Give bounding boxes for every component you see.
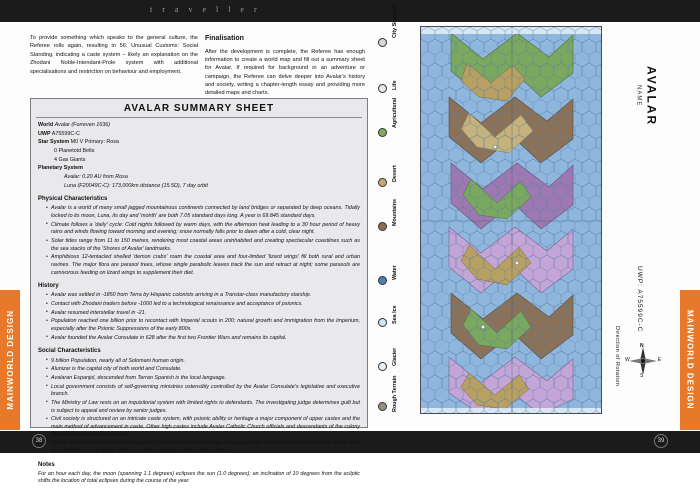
star-system-row bbox=[38, 139, 360, 147]
world-value: Avalar (Forreven 1636) bbox=[54, 122, 111, 128]
legend-swatch-mountains bbox=[378, 222, 387, 231]
world-name-plate bbox=[634, 42, 660, 150]
physical-heading: Physical Characteristics bbox=[38, 196, 108, 203]
world-row bbox=[38, 122, 360, 130]
history-item: • Avalar resumed interstellar travel in -21. bbox=[46, 310, 360, 318]
finalisation-section bbox=[205, 34, 365, 98]
planetary-system-label: Planetary System bbox=[38, 165, 83, 172]
side-tab-right-label: MAINWORLD DESIGN bbox=[685, 310, 695, 410]
side-tab-left-label: MAINWORLD DESIGN bbox=[5, 310, 15, 410]
history-item: • Avalar was settled in -1850 from Terra by Hispanic colonists arriving in a Transtar-class manufactory starship. bbox=[46, 292, 360, 300]
world-map-panel bbox=[378, 5, 678, 428]
side-tab-left bbox=[0, 290, 20, 430]
compass-rose bbox=[626, 344, 660, 378]
world-label: World bbox=[38, 122, 54, 128]
social-heading: Social Characteristics bbox=[38, 348, 101, 355]
social-list bbox=[38, 358, 360, 456]
finalisation-text: After the development is complete, the Referee has enough information to create a world map and fill out a summary sheet for Avalar. If required for background in an adventure or campaign, the Referee can delve deeper into Avalar's history and society, writing a chapter-length essay and providing more detailed maps and charts. bbox=[205, 48, 365, 97]
social-item: • Avalaran Espanjol, descended from Terran Spanish is the local language. bbox=[46, 375, 360, 383]
hex-map-svg bbox=[421, 27, 602, 414]
legend-swatch-glacier bbox=[378, 362, 387, 371]
compass-north: N bbox=[640, 343, 644, 349]
compass-east: E bbox=[657, 357, 661, 363]
watermark-text: t r a v e l l e r bbox=[150, 5, 261, 14]
star-system-value: M0 V Primary: Rosa bbox=[70, 139, 119, 146]
notes-text: For an hour each day, the moon (spanning 1.1 degrees) eclipses the sun (1.0 degrees); an inclination of 10 degrees from the ecliptic shifts the location of total eclipses during the course of the year. bbox=[38, 470, 360, 485]
physical-list bbox=[38, 205, 360, 277]
terrain-legend bbox=[378, 5, 418, 412]
legend-swatch-rough-terrain bbox=[378, 402, 387, 411]
social-item: • 9 billion Population, nearly all of Solomani human origin. bbox=[46, 358, 360, 366]
uwp-value: A75599C-C bbox=[51, 130, 80, 137]
legend-label-water: Water bbox=[392, 265, 398, 280]
uwp-row bbox=[38, 131, 360, 139]
physical-item: • Climate follows a 'daily' cycle: Cold nights followed by warm days, with the afternoon heat leading to a 30 hour period of heavy rains and winds flowing toward morning and evening; snow normally falls prior to dawn after a cold, clear night. bbox=[46, 222, 360, 237]
social-item: • Alunizar is the capital city of both world and Consulate. bbox=[46, 366, 360, 374]
legend-swatch-agricultural bbox=[378, 128, 387, 137]
legend-swatch-city-starport bbox=[378, 38, 387, 47]
legend-label-glacier: Glacier bbox=[392, 347, 398, 366]
planetary-line-1: Luna (F20049C-C): 173,000km distance (15.5D), 7 day orbit bbox=[64, 182, 208, 189]
notes-section bbox=[38, 461, 360, 486]
history-item: • Avalar founded the Avalar Consulate in 628 after the first two Frontier Wars and remains its capital. bbox=[46, 335, 360, 343]
star-system-label: Star System bbox=[38, 139, 70, 146]
compass-west: W bbox=[625, 357, 630, 363]
intro-paragraph bbox=[30, 34, 198, 76]
star-detail-0: 0 Planetoid Belts bbox=[54, 148, 95, 155]
social-item: • The Ministry of Law rests on an inquisitorial system with limited rights to defendants. The investigating judge determines guilt but is subject to appeal and review by senior judges. bbox=[46, 400, 360, 415]
title-divider bbox=[36, 117, 362, 118]
legend-swatch-sea-ice bbox=[378, 318, 387, 327]
top-band bbox=[0, 0, 700, 22]
page-number-left: 38 bbox=[28, 433, 50, 449]
legend-swatch-water bbox=[378, 276, 387, 285]
physical-item: • Solar tides range from 11 to 150 metres, rendering most coastal areas uninhabited and creating spectacular coastlines such as the sea stacks of the 'Shores of Avalar' landmarks. bbox=[46, 238, 360, 253]
social-item: • Local government consists of self-governing ministries ostensibly controlled by the Avalar Consulate's legislative and executive branch. bbox=[46, 384, 360, 399]
summary-sheet-title: AVALAR SUMMARY SHEET bbox=[123, 103, 275, 114]
legend-swatch-life bbox=[378, 84, 387, 93]
history-heading: History bbox=[38, 283, 59, 290]
physical-item: • Amphibious 12-tentacled shelled 'demon crabs' roam the coastal area and four-limbed 'lizard wings' fill both rural and urban ravines. The major flora are parasol trees, whose single parabolic leaves track the sun and retract at night; some parasols are carnivorous feeding on lizard wings to supplement their diet. bbox=[46, 254, 360, 277]
history-item: • Contact with Zhodani traders before -1000 led to a technological renaissance and acceptance of psionics. bbox=[46, 301, 360, 309]
hex-world-map[interactable] bbox=[420, 26, 602, 414]
legend-label-mountains: Mountains bbox=[392, 199, 398, 226]
legend-swatch-desert bbox=[378, 178, 387, 187]
physical-item: • Avalar is a world of many small jagged mountainous continents connected by land bridges or separated by deep oceans. Tidally locked to its moon, Luna, its day and 'month' are both 7.05 standard days long. A year is 69.845 standard days. bbox=[46, 205, 360, 220]
page-number-right: 39 bbox=[650, 433, 672, 449]
history-item: • Population reached one billion prior to recontact with Imperial scouts in 200; natural growth and immigration from the Imperium, especially after the Psionic Suppressions of the early 800s. bbox=[46, 318, 360, 333]
planetary-line-0: Avalar: 0.20 AU from Rosa bbox=[64, 174, 128, 181]
finalisation-heading: Finalisation bbox=[205, 35, 244, 42]
social-item: • Civil society is structured on an intricate caste system, with psionic ability or heritage a major component of upper castes and the main method of advancement in caste. Other high castes include Avalar Catholic Church officials and descendants of the colony ship officers and colonial leaders. bbox=[46, 416, 360, 439]
compass-south: S bbox=[640, 373, 644, 379]
legend-label-life: Life bbox=[392, 80, 398, 90]
star-detail-1: 4 Gas Giants bbox=[54, 156, 86, 163]
social-item: • Castes govern limits on behaviour, apparel, employment and marriage. Legal penalties for violating caste limits are minor fines but violations lead to being ostracised and occasional extra-judicial violence. bbox=[46, 440, 360, 455]
legend-label-sea-ice: Sea Ice bbox=[392, 305, 398, 324]
rotation-direction-label: Direction of Rotation bbox=[614, 326, 620, 387]
map-uwp-text: UWP: A75599C-C bbox=[636, 266, 643, 333]
world-name-label: NAME bbox=[635, 85, 642, 107]
notes-heading: Notes bbox=[38, 461, 55, 468]
planetary-system-row bbox=[38, 165, 360, 173]
legend-label-rough-terrain: Rough Terrain bbox=[392, 375, 398, 412]
world-name-value: AVALAR bbox=[644, 65, 659, 127]
side-tab-right bbox=[680, 290, 700, 430]
uwp-label: UWP bbox=[38, 130, 51, 137]
legend-label-city-starport: City Starport bbox=[392, 5, 398, 38]
intro-text: To provide something which speaks to the general culture, the Referee rolls again, resulting in 56: Unusual Customs: Social Standing, indicating a caste system – likely an explanation on the Zhodani Noble-Intendant-Prole system with additional specialisations and restriction on behaviour and employment. bbox=[30, 35, 198, 75]
history-list bbox=[38, 292, 360, 342]
legend-label-agricultural: Agricultural bbox=[392, 97, 398, 128]
legend-label-desert: Desert bbox=[392, 165, 398, 182]
